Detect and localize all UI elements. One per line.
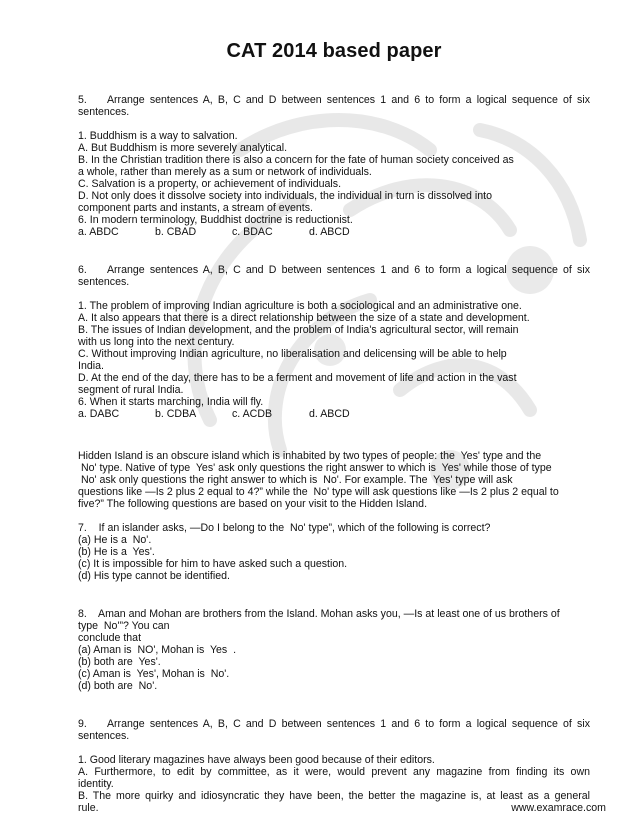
q9-line: A. Furthermore, to edit by committee, as it were, would prevent any magazine from finding its own xyxy=(78,766,590,778)
q5-line: 6. In modern terminology, Buddhist doctrine is reductionist. xyxy=(78,214,353,226)
q6-option-c: c. ACDB xyxy=(232,408,273,420)
q5-line: A. But Buddhism is more severely analytical. xyxy=(78,142,288,154)
q6-option-a: a. DABC xyxy=(78,408,120,420)
q5-line: C. Salvation is a property, or achievement of individuals. xyxy=(78,178,342,190)
q7-option-c: (c) It is impossible for him to have asked such a question. xyxy=(78,558,348,570)
q6-line: 1. The problem of improving Indian agriculture is both a sociological and an administrative one. xyxy=(78,300,522,312)
footer-url: www.examrace.com xyxy=(511,802,606,814)
q9-line: B. The more quirky and idiosyncratic they have been, the better the magazine is, at least as a general xyxy=(78,790,590,802)
q5-line: a whole, rather than merely as a sum or network of individuals. xyxy=(78,166,372,178)
q8-prompt-line-2: type No'”? You can xyxy=(78,620,170,632)
q9-line: 1. Good literary magazines have always been good because of their editors. xyxy=(78,754,435,766)
q5-prompt-line-1: 5. Arrange sentences A, B, C and D between sentences 1 and 6 to form a logical sequence of six xyxy=(78,94,590,106)
q6-line: C. Without improving Indian agriculture, no liberalisation and delicensing will be able to help xyxy=(78,348,507,360)
q5-line: D. Not only does it dissolve society into individuals, the individual in turn is dissolved into xyxy=(78,190,492,202)
q6-line: India. xyxy=(78,360,104,372)
q6-line: B. The issues of Indian development, and the problem of India's agricultural sector, will remain xyxy=(78,324,519,336)
q7-option-d: (d) His type cannot be identified. xyxy=(78,570,230,582)
q5-option-c: c. BDAC xyxy=(232,226,273,238)
q5-option-d: d. ABCD xyxy=(309,226,350,238)
q7-option-b: (b) He is a Yes'. xyxy=(78,546,155,558)
q8-option-c: (c) Aman is Yes', Mohan is No'. xyxy=(78,668,230,680)
q5-line: 1. Buddhism is a way to salvation. xyxy=(78,130,238,142)
q6-option-b: b. CDBA xyxy=(155,408,197,420)
q9-prompt-line-1: 9. Arrange sentences A, B, C and D between sentences 1 and 6 to form a logical sequence of six xyxy=(78,718,590,730)
q5-prompt-line-2: sentences. xyxy=(78,106,130,118)
passage-line: Hidden Island is an obscure island which is inhabited by two types of people: the Yes' type and the xyxy=(78,450,542,462)
q8-prompt-line-3: conclude that xyxy=(78,632,142,644)
q5-option-a: a. ABDC xyxy=(78,226,119,238)
q7-prompt: 7. If an islander asks, —Do I belong to the No' type”, which of the following is correct? xyxy=(78,522,491,534)
q5-option-b: b. CBAD xyxy=(155,226,197,238)
q5-line: B. In the Christian tradition there is also a concern for the fate of human society conceived as xyxy=(78,154,514,166)
q6-line: segment of rural India. xyxy=(78,384,184,396)
passage-line: five?” The following questions are based on your visit to the Hidden Island. xyxy=(78,498,428,510)
q5-options xyxy=(78,226,350,238)
q6-line: A. It also appears that there is a direct relationship between the size of a state and development. xyxy=(78,312,530,324)
q6-option-d: d. ABCD xyxy=(309,408,350,420)
q9-prompt-line-2: sentences. xyxy=(78,730,130,742)
q8-option-a: (a) Aman is NO', Mohan is Yes . xyxy=(78,644,237,656)
q8-option-d: (d) both are No'. xyxy=(78,680,158,692)
passage-line: questions like —Is 2 plus 2 equal to 4?” while the No' type will ask questions like —Is 2 plus 2 equal to xyxy=(78,486,559,498)
q6-prompt-line-2: sentences. xyxy=(78,276,130,288)
q7-option-a: (a) He is a No'. xyxy=(78,534,152,546)
page-title: CAT 2014 based paper xyxy=(226,40,442,62)
q6-line: D. At the end of the day, there has to be a ferment and movement of life and action in the vast xyxy=(78,372,517,384)
q8-prompt-line-1: 8. Aman and Mohan are brothers from the Island. Mohan asks you, —Is at least one of us brothers of xyxy=(78,608,560,620)
q6-line: 6. When it starts marching, India will fly. xyxy=(78,396,264,408)
passage-line: No' type. Native of type Yes' ask only questions the right answer to which is Yes' while those of type xyxy=(78,462,552,474)
q8-option-b: (b) both are Yes'. xyxy=(78,656,161,668)
q9-line: rule. xyxy=(78,802,99,814)
q6-line: with us long into the next century. xyxy=(78,336,235,348)
q5-line: component parts and instants, a stream of events. xyxy=(78,202,313,214)
passage-line: No' ask only questions the right answer to which is No'. For example. The Yes' type will ask xyxy=(78,474,513,486)
q9-line: identity. xyxy=(78,778,114,790)
q6-options xyxy=(78,408,350,420)
q6-prompt-line-1: 6. Arrange sentences A, B, C and D between sentences 1 and 6 to form a logical sequence of six xyxy=(78,264,590,276)
